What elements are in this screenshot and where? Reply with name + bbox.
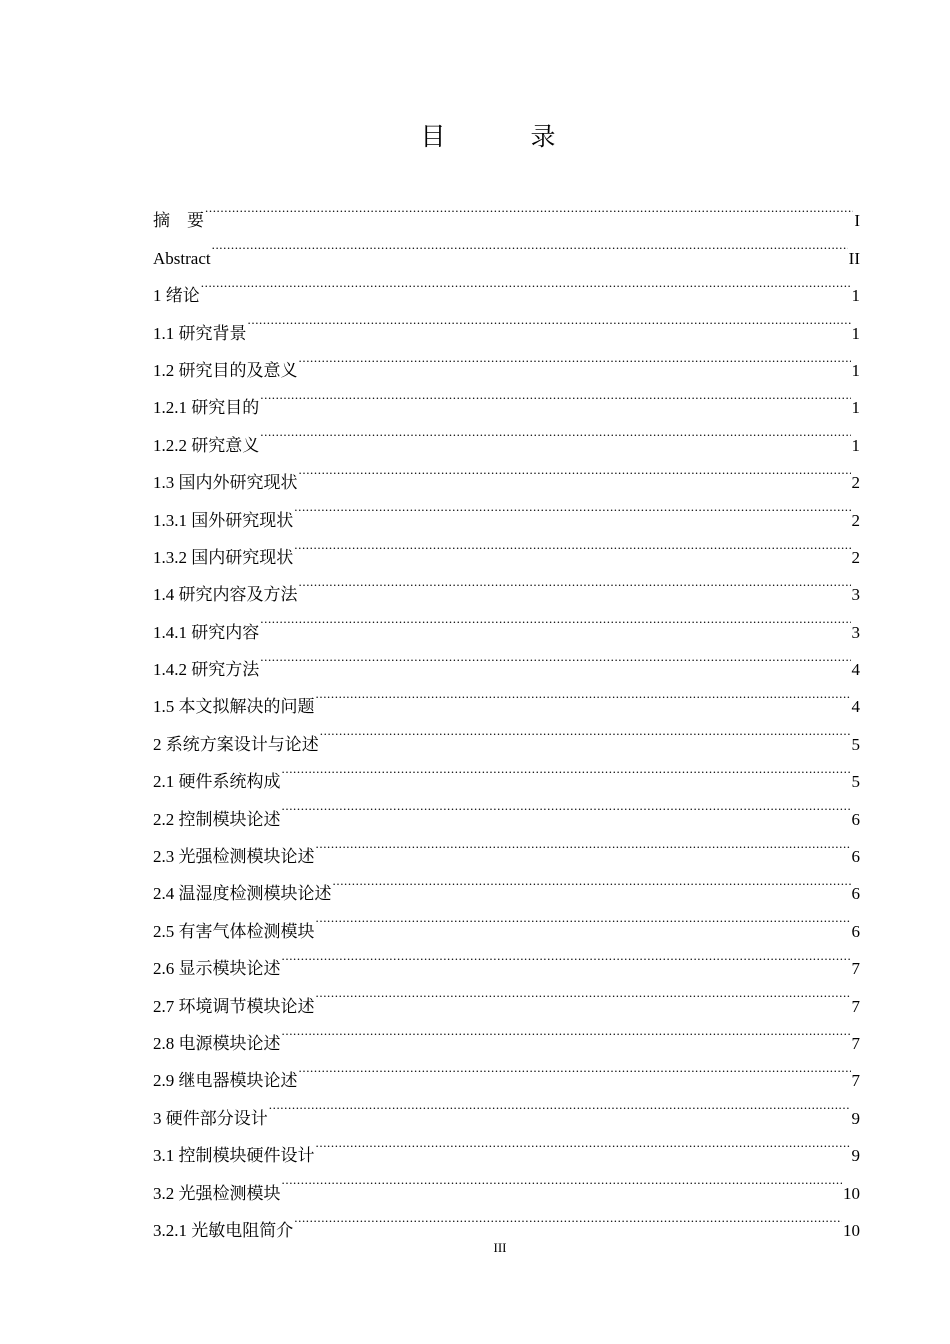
toc-entry-page: 5	[851, 772, 860, 792]
toc-dot-leader	[333, 862, 851, 899]
toc-entry-page: 7	[851, 996, 860, 1016]
toc-entry-title: 2.6 显示模块论述	[153, 959, 281, 979]
toc-entry-page: 10	[843, 1220, 860, 1240]
toc-dot-leader	[282, 787, 851, 824]
toc-entry-page: 6	[851, 884, 860, 904]
toc-dot-leader	[299, 451, 851, 488]
toc-entry-page: 3	[851, 622, 860, 642]
toc-dot-leader	[299, 1049, 851, 1086]
toc-entry-title: 1.4 研究内容及方法	[153, 585, 298, 605]
toc-entry[interactable]	[153, 264, 860, 306]
toc-dot-leader	[316, 825, 851, 862]
toc-dot-leader	[294, 526, 850, 563]
toc-dot-leader	[212, 226, 848, 263]
toc-dot-leader	[316, 1124, 851, 1161]
toc-entry-title: 2.4 温湿度检测模块论述	[153, 884, 332, 904]
toc-entry-page: 7	[851, 1071, 860, 1091]
toc-dot-leader	[316, 974, 851, 1011]
toc-entry-title: Abstract	[153, 248, 211, 268]
toc-entry-title: 1.5 本文拟解决的问题	[153, 697, 315, 717]
toc-entry-title: 3.1 控制模块硬件设计	[153, 1146, 315, 1166]
toc-entry-page: 9	[851, 1146, 860, 1166]
toc-entry[interactable]	[153, 301, 860, 343]
toc-dot-leader	[282, 1161, 843, 1198]
toc-entry-title: 摘 要	[153, 211, 204, 231]
toc-entry-title: 2.7 环境调节模块论述	[153, 996, 315, 1016]
toc-dot-leader	[316, 675, 851, 712]
toc-entry-title: 1.2.1 研究目的	[153, 398, 260, 418]
toc-dot-leader	[299, 339, 851, 376]
toc-entry-page: 1	[851, 286, 860, 306]
toc-entry-page: 6	[851, 809, 860, 829]
toc-entry-page: 2	[851, 510, 860, 530]
toc-entry[interactable]	[153, 189, 860, 231]
toc-dot-leader	[316, 899, 851, 936]
toc-dot-leader	[282, 750, 851, 787]
toc-dot-leader	[248, 301, 851, 338]
toc-dot-leader	[282, 1012, 851, 1049]
toc-dot-leader	[294, 488, 850, 525]
toc-entry-page: 4	[851, 660, 860, 680]
toc-entry-page: 1	[851, 323, 860, 343]
toc-dot-leader	[294, 1199, 842, 1236]
toc-entry-title: 2.8 电源模块论述	[153, 1033, 281, 1053]
toc-entry[interactable]	[153, 226, 860, 268]
toc-entry-title: 1.4.2 研究方法	[153, 660, 260, 680]
toc-entry-title: 2.1 硬件系统构成	[153, 772, 281, 792]
page-title: 目 录	[420, 124, 586, 151]
toc-entry-page: 10	[843, 1183, 860, 1203]
toc-entry-title: 1.3.1 国外研究现状	[153, 510, 294, 530]
toc-entry-page: 2	[851, 547, 860, 567]
toc-entry-title: 1 绪论	[153, 286, 200, 306]
toc-dot-leader	[260, 413, 850, 450]
toc-entry-page: 6	[851, 921, 860, 941]
toc-entry-page: I	[854, 211, 860, 231]
toc-dot-leader	[282, 937, 851, 974]
toc-entry-page: 5	[851, 734, 860, 754]
toc-entry-page: 4	[851, 697, 860, 717]
toc-entry[interactable]	[153, 339, 860, 380]
toc-entry-page: 2	[851, 473, 860, 493]
toc-dot-leader	[269, 1086, 851, 1123]
toc-entry-title: 1.2.2 研究意义	[153, 435, 260, 455]
toc-entry-title: 1.3.2 国内研究现状	[153, 547, 294, 567]
toc-entry-page: 1	[851, 398, 860, 418]
toc-dot-leader	[260, 376, 850, 413]
toc-entry-page: 7	[851, 959, 860, 979]
toc-dot-leader	[201, 264, 851, 301]
toc-entry-title: 1.4.1 研究内容	[153, 622, 260, 642]
toc-entry-page: II	[848, 248, 860, 268]
toc-dot-leader	[320, 712, 851, 749]
toc-entry-page: 9	[851, 1108, 860, 1128]
toc-dot-leader	[205, 189, 853, 226]
toc-entry-title: 2.3 光强检测模块论述	[153, 847, 315, 867]
toc-dot-leader	[260, 638, 850, 675]
toc-entry-title: 2.9 继电器模块论述	[153, 1071, 298, 1091]
toc-entry-title: 1.2 研究目的及意义	[153, 360, 298, 380]
toc-entry-title: 1.1 研究背景	[153, 323, 247, 343]
table-of-contents	[153, 189, 860, 1240]
toc-entry-page: 6	[851, 847, 860, 867]
toc-entry-title: 2.5 有害气体检测模块	[153, 921, 315, 941]
toc-entry-page: 1	[851, 360, 860, 380]
toc-entry-page: 3	[851, 585, 860, 605]
toc-entry-page: 7	[851, 1033, 860, 1053]
toc-entry-title: 1.3 国内外研究现状	[153, 473, 298, 493]
toc-dot-leader	[260, 600, 850, 637]
toc-entry-title: 3.2.1 光敏电阻简介	[153, 1220, 294, 1240]
toc-entry-title: 2.2 控制模块论述	[153, 809, 281, 829]
toc-entry-title: 2 系统方案设计与论述	[153, 734, 319, 754]
page-number: III	[493, 1240, 507, 1255]
toc-entry-title: 3 硬件部分设计	[153, 1108, 268, 1128]
toc-dot-leader	[299, 563, 851, 600]
toc-entry-page: 1	[851, 435, 860, 455]
toc-entry-title: 3.2 光强检测模块	[153, 1183, 281, 1203]
